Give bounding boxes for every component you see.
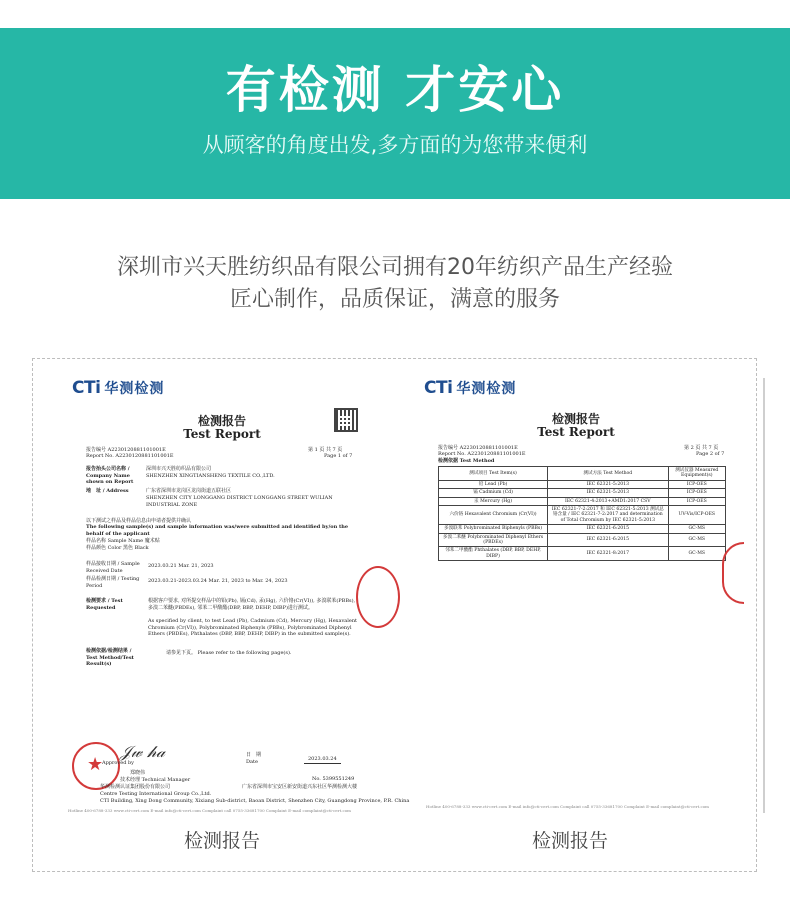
testing-period-label: 样品检测日期 / Testing Period bbox=[86, 576, 140, 589]
report-footer: Hotline 400-6788-333 www.cti-cert.com E-mail info@cti-cert.com Complaint call 0755-33681700 Complaint E-mail complaint@cti-cert.com bbox=[68, 808, 351, 813]
issuer-name-cn: 华测检测认证集团股份有限公司 bbox=[100, 784, 171, 790]
test-requested-label: 检测要求 / Test Requested bbox=[86, 598, 123, 611]
intro-line-2: 匠心制作，品质保证，满意的服务 bbox=[229, 287, 560, 312]
cti-logo bbox=[424, 378, 516, 398]
table-cell: GC-MS bbox=[668, 525, 725, 533]
date-value: 2023.03.24 bbox=[304, 756, 341, 764]
table-row bbox=[439, 497, 726, 505]
banner-title: 有检测 才安心 bbox=[225, 61, 565, 119]
table-cell: GC-MS bbox=[668, 547, 725, 561]
test-report-page-1[interactable] bbox=[62, 370, 410, 816]
test-result-label: 检测依据/检测结果 / Test Method/Test Result(s) bbox=[86, 648, 134, 667]
table-cell: 镉 Cadmium (Cd) bbox=[439, 489, 548, 497]
report-number: 报告编号 A2230120881101001E bbox=[438, 445, 518, 451]
table-row bbox=[439, 480, 726, 488]
table-cell: 邻苯二甲酸酯 Phthalates (DBP, BBP, DEHP, DIBP) bbox=[439, 547, 548, 561]
page-indicator-cn: 第 2 页 共 7 页 bbox=[684, 445, 719, 451]
table-cell: IEC 62321-5:2013 bbox=[548, 480, 669, 488]
approver-name: 郑晓伟 bbox=[130, 770, 146, 776]
caption-right: 检测报告 bbox=[531, 830, 608, 852]
test-requested-cn: 根据客户要求, 对所提交样品中的铅(Pb), 镉(Cd), 汞(Hg), 六价铬(Cr(VI)), 多溴联苯(PBBs), 多溴二苯醚(PBDEs), 邻苯二甲酸酯(DBP, BBP, DEHP, DIBP)进行测试。 bbox=[148, 598, 356, 611]
date-label-cn: 日 期 bbox=[246, 752, 262, 758]
address-cn: 广东省深圳市龙岗区龙岗街道五联社区 bbox=[146, 488, 232, 494]
issuer-address-cn: 广东省深圳市宝安区新安街道兴东社区华测检测大楼 bbox=[242, 784, 358, 790]
column-header-equipment: 测试仪器 Measured Equipment(s) bbox=[668, 467, 725, 481]
report-title-en: Test Report bbox=[537, 425, 615, 439]
report-number-en: Report No. A2230120881101001E bbox=[86, 453, 174, 459]
received-date: 2023.03.21 Mar. 21, 2023 bbox=[148, 563, 214, 569]
table-row bbox=[439, 525, 726, 533]
red-seal-right bbox=[356, 566, 400, 628]
table-row bbox=[439, 547, 726, 561]
approved-by: Approved by bbox=[102, 760, 135, 766]
signature: 𝒥𝓌 𝒽𝒶 bbox=[120, 742, 166, 761]
cti-logo bbox=[72, 378, 164, 398]
report-footer: Hotline 400-6788-333 www.cti-cert.com E-mail info@cti-cert.com Complaint call 0755-33681700 Complaint E-mail complaint@cti-cert.com bbox=[426, 804, 709, 809]
test-method-label: 检测依据 Test Method bbox=[438, 458, 495, 464]
test-result-text: 请参见下页。 Please refer to the following page(s). bbox=[166, 650, 292, 656]
submitted-note-cn: 以下测试之样品及样品信息由申请者提供并确认 bbox=[86, 518, 192, 524]
approver-role: 技术经理 Technical Manager bbox=[120, 777, 191, 783]
issuer-address-en: CTI Building, Xing Dong Community, Xixiang Sub-district, Baoan District, Shenzhen City, Guangdong Province, P.R. China bbox=[100, 798, 410, 804]
table-cell: ICP-OES bbox=[668, 497, 725, 505]
company-label: 报告抬头公司名称 / Company Name shown on Report bbox=[86, 466, 134, 485]
table-cell: IEC 62321-7-2:2017 和 IEC 62321-5:2013 测试总铬含量 / IEC 62321-7-2:2017 and determination of Total Chromium by IEC 62321-5:2013 bbox=[548, 506, 669, 525]
table-cell: ICP-OES bbox=[668, 480, 725, 488]
date-label-en: Date bbox=[246, 759, 258, 765]
table-cell: 汞 Mercury (Hg) bbox=[439, 497, 548, 505]
table-header-row bbox=[439, 467, 726, 481]
red-seal-edge bbox=[722, 542, 744, 604]
page-indicator-en: Page 1 of 7 bbox=[324, 453, 353, 459]
table-cell: 六价铬 Hexavalent Chromium (Cr(VI)) bbox=[439, 506, 548, 525]
page-indicator-cn: 第 1 页 共 7 页 bbox=[308, 447, 343, 453]
test-method-table bbox=[438, 466, 726, 561]
test-report-page-2[interactable] bbox=[420, 370, 732, 816]
report-number-en: Report No. A2230120881101001E bbox=[438, 451, 526, 457]
hero-banner bbox=[0, 28, 790, 199]
table-cell: GC-MS bbox=[668, 533, 725, 547]
banner-subtitle: 从顾客的角度出发,多方面的为您带来便利 bbox=[202, 133, 588, 157]
address-label: 地 址 / Address bbox=[86, 488, 129, 494]
submitted-note-en: The following sample(s) and sample information was/were submitted and identified by/on the behalf of the applicant bbox=[86, 524, 349, 537]
table-cell: 多溴二苯醚 Polybrominated Diphenyl Ethers (PBDEs) bbox=[439, 533, 548, 547]
cti-logo-mark: CTi bbox=[72, 378, 101, 398]
company-name-cn: 深圳市兴天胜纺织品有限公司 bbox=[146, 466, 212, 472]
issuer-name-en: Centre Testing International Group Co.,Ltd. bbox=[100, 791, 212, 797]
table-cell: IEC 62321-6:2015 bbox=[548, 533, 669, 547]
table-cell: 多溴联苯 Polybrominated Biphenyls (PBBs) bbox=[439, 525, 548, 533]
table-row bbox=[439, 533, 726, 547]
report-reference: No. 5399551249 bbox=[312, 776, 355, 782]
cti-logo-text: 华测检测 bbox=[456, 381, 517, 397]
table-cell: IEC 62321-4:2013+AMD1:2017 CSV bbox=[548, 497, 669, 505]
report-title-cn: 检测报告 bbox=[551, 412, 600, 426]
table-cell: IEC 62321-6:2015 bbox=[548, 525, 669, 533]
sheet-edge-divider bbox=[763, 378, 765, 813]
received-date-label: 样品接收日期 / Sample Received Date bbox=[86, 561, 140, 574]
column-header-method: 测试方法 Test Method bbox=[548, 467, 669, 481]
table-cell: IEC 62321-8:2017 bbox=[548, 547, 669, 561]
table-row bbox=[439, 489, 726, 497]
sample-name: 样品名称 Sample Name 魔术贴 bbox=[86, 538, 160, 544]
address-en: SHENZHEN CITY LONGGANG DISTRICT LONGGANG STREET WULIAN INDUSTRIAL ZONE bbox=[146, 495, 333, 508]
report-number: 报告编号 A2230120881101001E bbox=[86, 447, 166, 453]
report-title-en: Test Report bbox=[183, 427, 261, 441]
report-title-cn: 检测报告 bbox=[197, 414, 246, 428]
cti-logo-mark: CTi bbox=[424, 378, 453, 398]
seal-star-icon: ★ bbox=[87, 754, 104, 775]
table-cell: ICP-OES bbox=[668, 489, 725, 497]
column-header-item: 测试项目 Test Item(s) bbox=[439, 467, 548, 481]
company-name-en: SHENZHEN XINGTIANSHENG TEXTILE CO.,LTD. bbox=[146, 473, 275, 479]
table-row bbox=[439, 506, 726, 525]
table-cell: IEC 62321-5:2013 bbox=[548, 489, 669, 497]
cti-logo-text: 华测检测 bbox=[104, 381, 165, 397]
caption-left: 检测报告 bbox=[183, 830, 260, 852]
test-requested-en: As specified by client, to test Lead (Pb), Cadmium (Cd), Mercury (Hg), Hexavalent Chromium (Cr(VI)), Polybrominated Biphenyls (PBBs), Polybrominated Diphenyl Ethers (PBDEs), Phthalates (DBP, BBP, DEHP, DIBP) in the submitted sample(s). bbox=[148, 618, 358, 637]
table-cell: 铅 Lead (Pb) bbox=[439, 480, 548, 488]
sample-color: 样品颜色 Color 黑色 Black bbox=[86, 545, 149, 551]
testing-period: 2023.03.21-2023.03.24 Mar. 21, 2023 to Mar. 24, 2023 bbox=[148, 578, 288, 584]
page-indicator-en: Page 2 of 7 bbox=[696, 451, 725, 457]
intro-line-1: 深圳市兴天胜纺织品有限公司拥有20年纺织产品生产经验 bbox=[117, 255, 673, 280]
table-cell: UV-Vis/ICP-OES bbox=[668, 506, 725, 525]
